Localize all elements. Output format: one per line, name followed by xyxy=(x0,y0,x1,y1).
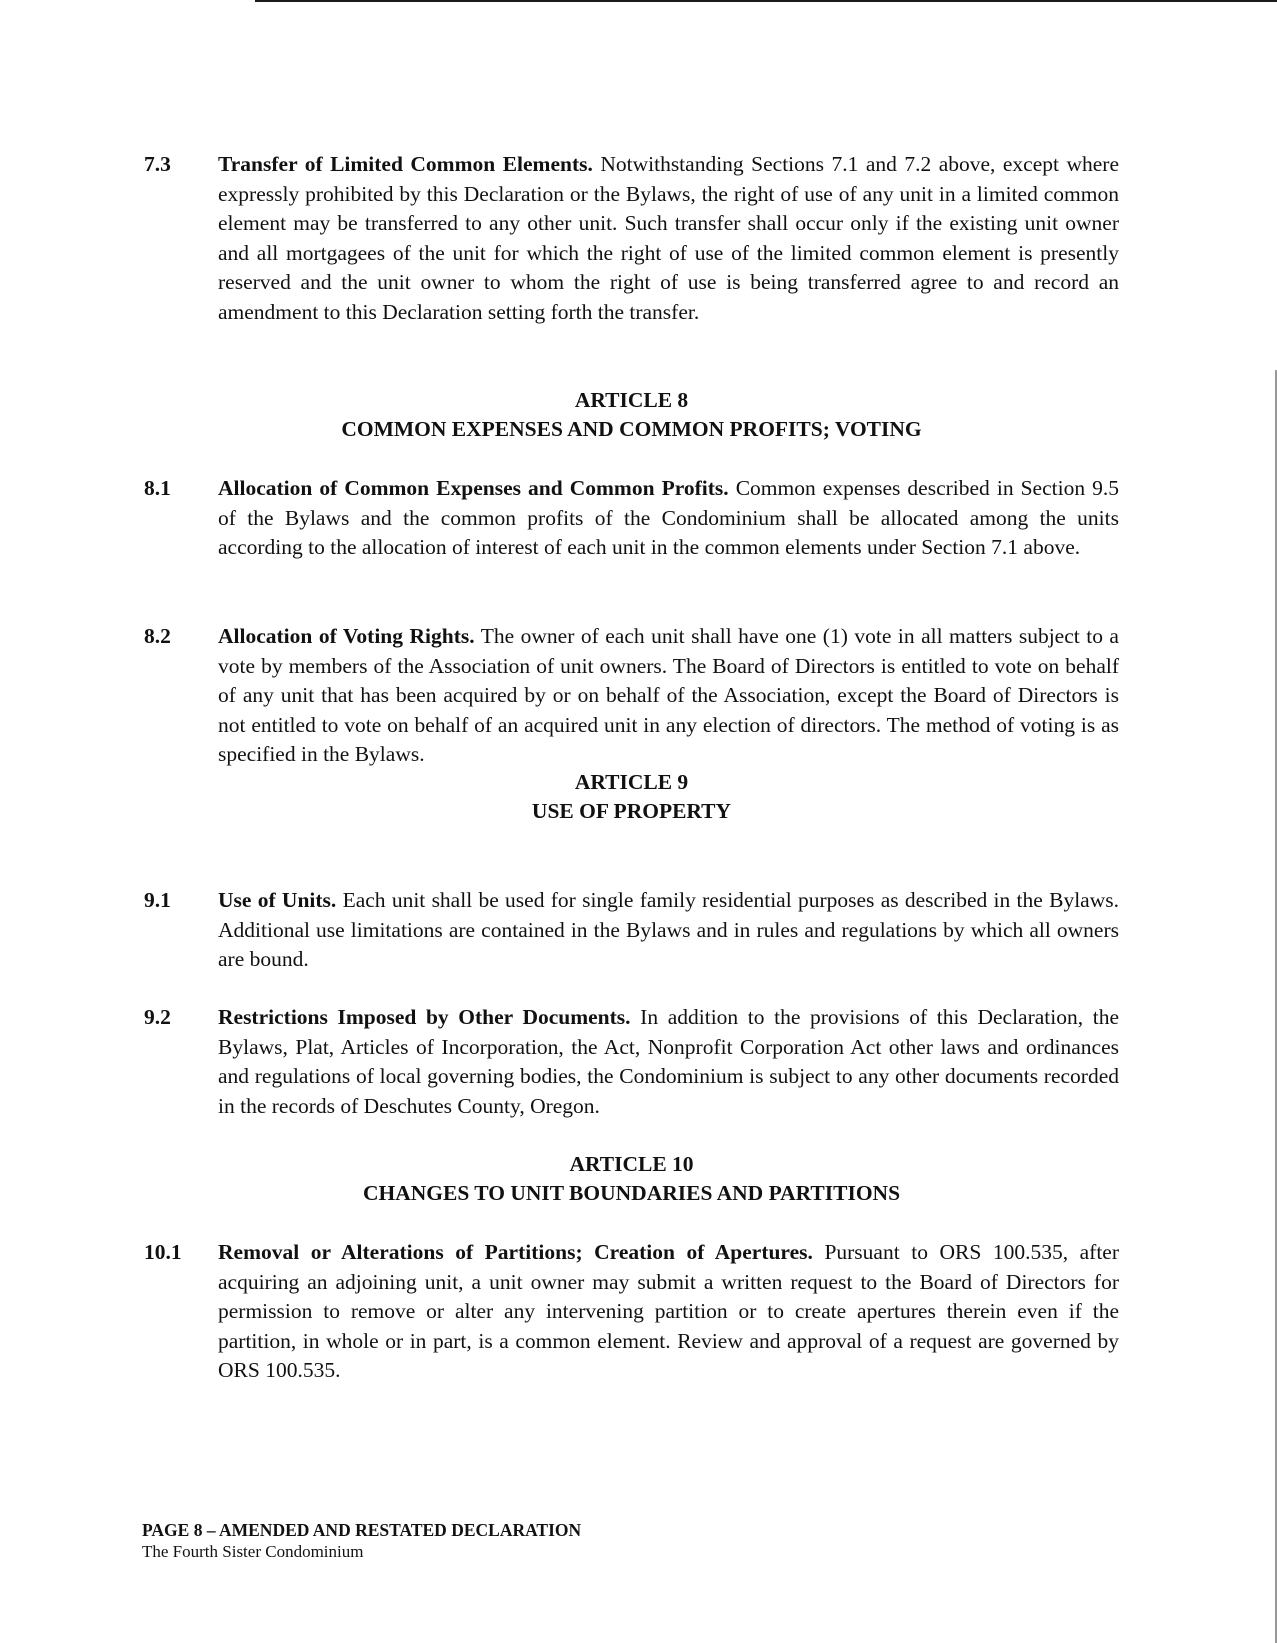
section-title: Removal or Alterations of Partitions; Creation of Apertures. xyxy=(218,1240,813,1264)
article-title: COMMON EXPENSES AND COMMON PROFITS; VOTING xyxy=(341,417,922,441)
section-title: Allocation of Voting Rights. xyxy=(218,624,475,648)
section-text xyxy=(218,886,1119,975)
article-9-header xyxy=(144,768,1119,826)
section-title: Use of Units. xyxy=(218,888,337,912)
footer-subtitle: The Fourth Sister Condominium xyxy=(142,1542,364,1561)
section-body: The owner of each unit shall have one (1) vote in all matters subject to a vote by members of the Association of unit owners. The Board of Directors is entitled to vote on behalf of any unit that has been acquired by or on behalf of the Association, except the Board of Directors is not entitled to vote on behalf of an acquired unit in any election of directors. The method of voting is as specified in the Bylaws. xyxy=(218,624,1119,766)
article-10-header xyxy=(144,1150,1119,1208)
section-text xyxy=(218,474,1119,563)
section-body: Notwithstanding Sections 7.1 and 7.2 above, except where expressly prohibited by this Declaration or the Bylaws, the right of use of any unit in a limited common element may be transferred to any other unit. Such transfer shall occur only if the existing unit owner and all mortgagees of the unit for which the right of use of the limited common element is presently reserved and the unit owner to whom the right of use is being transferred agree to and record an amendment to this Declaration setting forth the transfer. xyxy=(218,152,1119,324)
section-title: Transfer of Limited Common Elements. xyxy=(218,152,593,176)
section-title: Allocation of Common Expenses and Common Profits. xyxy=(218,476,729,500)
section-body: Common expenses described in Section 9.5 of the Bylaws and the common profits of the Condominium shall be allocated among the units according to the allocation of interest of each unit in the common elements under Section 7.1 above. xyxy=(218,476,1120,559)
section-8-1 xyxy=(144,474,1119,563)
article-heading: ARTICLE 8 xyxy=(574,388,689,412)
section-text xyxy=(218,1238,1119,1386)
section-number: 9.1 xyxy=(144,888,171,912)
article-8-header xyxy=(144,386,1119,444)
article-heading: ARTICLE 10 xyxy=(569,1152,694,1176)
section-number: 10.1 xyxy=(144,1240,182,1264)
footer-title: PAGE 8 – AMENDED AND RESTATED DECLARATION xyxy=(142,1520,582,1540)
article-title: USE OF PROPERTY xyxy=(531,799,732,823)
section-body: Each unit shall be used for single family residential purposes as described in the Bylaws. Additional use limitations are contained in the Bylaws and in rules and regulations by which all owners are bound. xyxy=(218,888,1119,971)
section-body: In addition to the provisions of this Declaration, the Bylaws, Plat, Articles of Incorporation, the Act, Nonprofit Corporation Act other laws and ordinances and regulations of local governing bodies, the Condominium is subject to any other documents recorded in the records of Deschutes County, Oregon. xyxy=(218,1005,1119,1118)
article-heading: ARTICLE 9 xyxy=(574,770,689,794)
section-10-1 xyxy=(144,1238,1119,1386)
section-number: 8.2 xyxy=(144,624,171,648)
article-title: CHANGES TO UNIT BOUNDARIES AND PARTITIONS xyxy=(362,1181,901,1205)
section-number: 7.3 xyxy=(144,152,171,176)
section-number: 8.1 xyxy=(144,476,171,500)
page-footer xyxy=(142,1519,842,1563)
section-8-2 xyxy=(144,622,1119,770)
section-text xyxy=(218,150,1119,327)
section-text xyxy=(218,1003,1119,1121)
section-title: Restrictions Imposed by Other Documents. xyxy=(218,1005,631,1029)
section-9-2 xyxy=(144,1003,1119,1121)
section-9-1 xyxy=(144,886,1119,975)
section-7-3 xyxy=(144,150,1119,327)
section-number: 9.2 xyxy=(144,1005,171,1029)
scan-top-edge xyxy=(255,0,1277,2)
section-text xyxy=(218,622,1119,770)
section-body: Pursuant to ORS 100.535, after acquiring an adjoining unit, a unit owner may submit a written request to the Board of Directors for permission to remove or alter any intervening partition or to create apertures therein even if the partition, in whole or in part, is a common element. Review and approval of a request are governed by ORS 100.535. xyxy=(218,1240,1120,1382)
